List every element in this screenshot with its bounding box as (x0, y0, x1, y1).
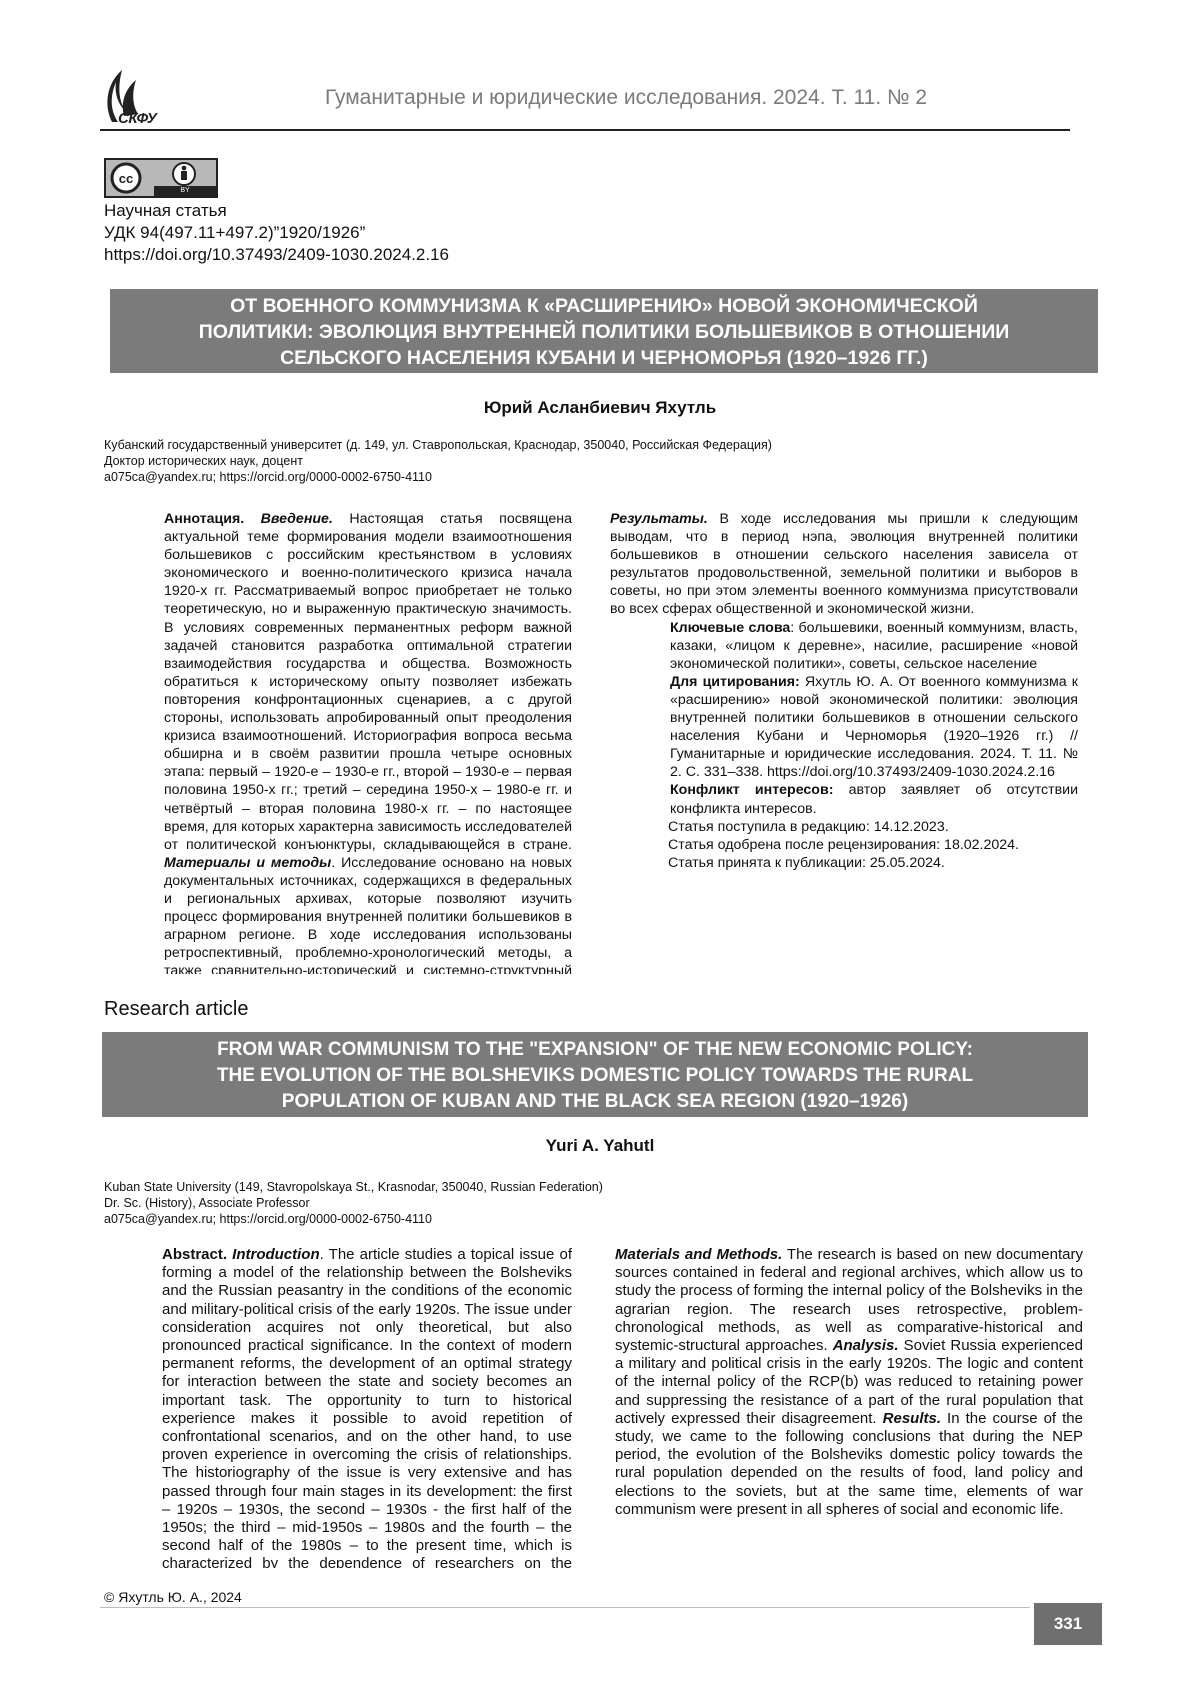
doi-link[interactable]: https://doi.org/10.37493/2409-1030.2024.2.16 (104, 245, 449, 265)
ru-contacts: a075ca@yandex.ru; https://orcid.org/0000-0002-6750-4110 (104, 470, 432, 484)
ru-title-line: ОТ ВОЕННОГО КОММУНИЗМА К «РАСШИРЕНИЮ» НОВОЙ ЭКОНОМИЧЕСКОЙ (110, 293, 1098, 319)
ru-methods-label: Материалы и методы (164, 855, 331, 871)
en-intro-text: . The article studies a topical issue of forming a model of the relationship between the Bolsheviks and the Russian peasantry in the conditions of the economic and military-political crisis of the early 1920s. The issue under consideration acquires not only theoretical, but also pronounced practical significance. In the context of modern permanent reforms, the development of an optimal strategy for interaction between the state and society becomes an important task. The opportunity to turn to historical experience makes it possible to avoid repetition of confrontational scenarios, and on the other hand, to use proven experience in overcoming the crisis of relationships. The historiography of the issue is very extensive and has passed through four main stages in its development: the first – 1920s – 1930s, the second – 1930s - the first half of the 1950s; the third – mid-1950s – 1980s and the fourth – the second half of the 1980s – to the present time, which is characterized by the dependence of researchers on the (162, 1246, 572, 1568)
ru-results-text: В ходе исследования мы пришли к следующим выводам, что в период нэпа, эволюция внутренней политики большевиков в отношении сельского населения зависела от результатов продовольственной, земельной политики и выборов в советы, но при этом элементы военного коммунизма присутствовали во всех сферах общественной и экономической жизни. (610, 511, 1078, 617)
en-analysis-label: Analysis. (833, 1337, 899, 1354)
ru-date-accepted: Статья принята к публикации: 25.05.2024. (610, 854, 1078, 872)
en-results-label: Results. (883, 1410, 941, 1427)
en-methods-label: Materials and Methods. (615, 1246, 782, 1263)
cc-by-license-badge[interactable] (104, 158, 218, 198)
en-title-line: THE EVOLUTION OF THE BOLSHEVIKS DOMESTIC POLICY TOWARDS THE RURAL (102, 1063, 1088, 1089)
svg-text:cc: cc (119, 171, 133, 186)
logo-text: СКФУ (118, 110, 156, 127)
en-degree: Dr. Sc. (History), Associate Professor (104, 1196, 310, 1210)
ru-keywords: : большевики, военный коммунизм, власть, казаки, «лицом к деревне», насилие, расширение «новой экономической политики», советы, сельское население (670, 620, 1078, 672)
page-number: 331 (1034, 1603, 1102, 1645)
ru-affiliation: Кубанский государственный университет (д. 149, ул. Ставропольская, Краснодар, 350040, Российская Федерация) (104, 438, 772, 452)
cc-by-label: BY (154, 186, 216, 196)
ru-abstract-col-right (610, 510, 1078, 960)
copyright-notice: © Яхутль Ю. А., 2024 (104, 1589, 242, 1605)
en-analysis-text: Soviet Russia experienced a military and political crisis in the early 1920s. The logic and content of the internal policy of the RCP(b) was reduced to retaining power and suppressing the resistance of a part of the rural population that actively expressed their disagreement. (615, 1337, 1083, 1427)
en-article-type: Research article (104, 998, 249, 1021)
en-contacts: a075ca@yandex.ru; https://orcid.org/0000-0002-6750-4110 (104, 1212, 432, 1226)
en-author-name: Yuri A. Yahutl (0, 1136, 1200, 1156)
ru-intro-text: Настоящая статья посвящена актуальной теме формирования модели взаимоотношения большевиков с российским крестьянством в условиях экономического и военно-политического кризиса начала 1920-х гг. Рассматриваемый вопрос приобретает не только теоретическую, но и выраженную практическую значимость. В условиях современных перманентных реформ важной задачей становится разработка оптимальной стратегии взаимодействия государства и общества. Возможность обратиться к историческому опыту позволяет избежать повторения конфронтационных сценариев, а с другой стороны, использовать апробированный опыт преодоления кризиса взаимоотношений. Историография вопроса весьма обширна и в своём развитии прошла четыре основных этапа: первый – 1920-е – 1930-е гг., второй – 1930-е – первая половина 1950-х гг.; третий – середина 1950-х – 1980-е гг. и четвёртый – вторая половина 1980-х гг. – по настоящее время, для которых характерна зависимость исследователей от политической конъюнктуры, складывающейся в стране. (164, 511, 572, 853)
en-title-line: POPULATION OF KUBAN AND THE BLACK SEA REGION (1920–1926) (102, 1089, 1088, 1115)
ru-degree: Доктор исторических наук, доцент (104, 454, 303, 468)
ru-title-band (110, 289, 1098, 373)
ru-citation-label: Для цитирования: (670, 674, 800, 690)
en-abstract-col-right (615, 1246, 1083, 1568)
en-abstract-label: Abstract. (162, 1246, 227, 1263)
en-affiliation: Kuban State University (149, Stavropolskaya St., Krasnodar, 350040, Russian Federation) (104, 1180, 603, 1194)
footer-divider (100, 1607, 1030, 1608)
article-type: Научная статья (104, 201, 227, 221)
ru-author-name: Юрий Асланбиевич Яхутль (0, 398, 1200, 418)
ru-abstract-col-left (104, 510, 572, 974)
en-title-band (102, 1032, 1088, 1117)
en-intro-label: Introduction (232, 1246, 319, 1263)
journal-title: Гуманитарные и юридические исследования. 2024. Т. 11. № 2 (325, 86, 927, 110)
ru-citation: Яхутль Ю. А. От военного коммунизма к «расширению» новой экономической политики: эволюция внутренней политики большевиков в отношении сельского населения Кубани и Черноморья (1920–1926 гг.) // Гуманитарные и юридические исследования. 2024. Т. 11. № 2. С. 331–338. https://doi.org/10.37493/2409-1030.2024.2.16 (670, 674, 1078, 780)
en-results-text: In the course of the study, we came to the following conclusions that during the NEP period, the evolution of the Bolsheviks domestic policy towards the rural population depended on the results of food, land policy and elections to the soviets, but at the same time, elements of war communism were present in all spheres of social and economic life. (615, 1410, 1083, 1518)
ru-conflict: автор заявляет об отсутствии конфликта интересов. (670, 782, 1078, 816)
udc-code: УДК 94(497.11+497.2)”1920/1926” (104, 223, 365, 243)
header-divider (100, 129, 1070, 131)
ru-intro-label: Введение. (261, 511, 333, 527)
ru-title-line: ПОЛИТИКИ: ЭВОЛЮЦИЯ ВНУТРЕННЕЙ ПОЛИТИКИ БОЛЬШЕВИКОВ В ОТНОШЕНИИ (110, 319, 1098, 345)
ru-abstract-label: Аннотация. (164, 511, 244, 527)
ru-title-line: СЕЛЬСКОГО НАСЕЛЕНИЯ КУБАНИ И ЧЕРНОМОРЬЯ (1920–1926 ГГ.) (110, 345, 1098, 371)
en-title-line: FROM WAR COMMUNISM TO THE "EXPANSION" OF THE NEW ECONOMIC POLICY: (102, 1037, 1088, 1063)
ru-keywords-label: Ключевые слова (670, 620, 790, 636)
ru-methods-text: . Исследование основано на новых документальных источниках, содержащихся в федеральных и региональных архивах, которые позволяют изучить процесс формирования внутренней политики большевиков в аграрном регионе. В ходе исследования использованы ретроспективный, проблемно-хронологический методы, а также сравнительно-исторический и системно-структурный (164, 855, 572, 974)
ru-results-label: Результаты. (610, 511, 708, 527)
ru-date-reviewed: Статья одобрена после рецензирования: 18.02.2024. (610, 836, 1078, 854)
en-abstract-col-left (104, 1246, 572, 1568)
en-methods-text: The research is based on new documentary sources contained in federal and regional archives, which allow us to study the process of forming the internal policy of the Bolsheviks in the agrarian region. The research uses retrospective, problem-chronological methods, as well as comparative-historical and systemic-structural approaches. (615, 1246, 1083, 1354)
ru-date-received: Статья поступила в редакцию: 14.12.2023. (610, 818, 1078, 836)
ru-conflict-label: Конфликт интересов: (670, 782, 833, 798)
